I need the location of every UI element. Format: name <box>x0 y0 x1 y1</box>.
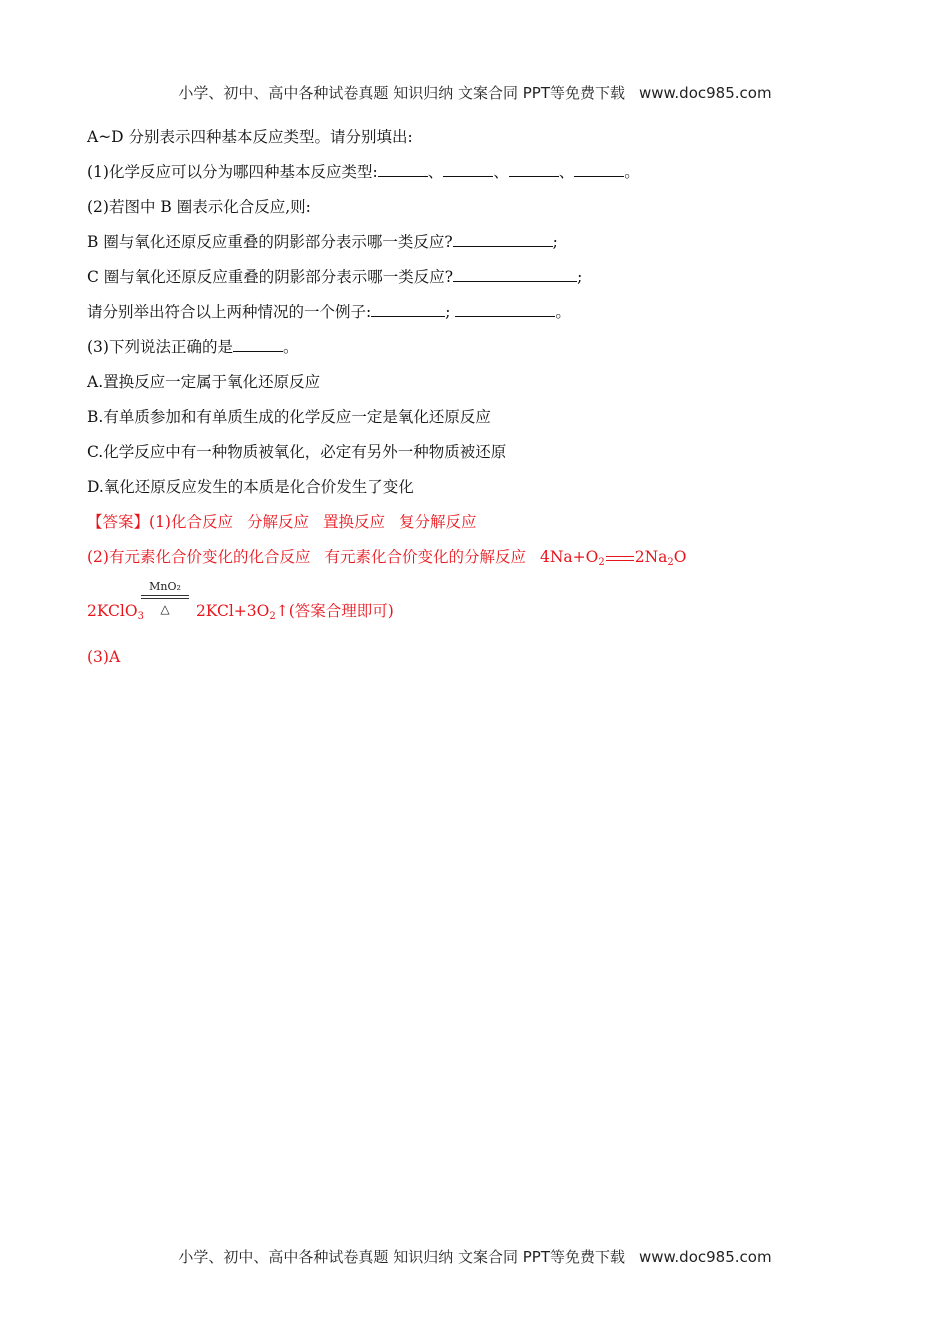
catalyst-label: MnO₂ <box>149 580 181 593</box>
answer-2: (2)有元素化合价变化的化合反应 有元素化合价变化的分解反应 $4Na+O_2$ $2Na_2O$ <box>87 548 687 568</box>
option-b: B.有单质参加和有单质生成的化学反应一定是氧化还原反应 <box>87 408 491 426</box>
answer-blank[interactable] <box>233 336 283 352</box>
answer-blank[interactable] <box>453 266 577 282</box>
answer-blank[interactable] <box>378 161 428 177</box>
option-d: D.氧化还原反应发生的本质是化合价发生了变化 <box>87 478 414 496</box>
question-intro: A~D 分别表示四种基本反应类型。请分别填出: <box>87 128 413 146</box>
question-2-c: C 圈与氧化还原反应重叠的阴影部分表示哪一类反应? ; <box>87 268 583 286</box>
equation-sodium: $4Na+O_2$ $2Na_2O$ <box>539 548 687 568</box>
answer-3: (3)A <box>87 648 121 666</box>
header-text: 小学、初中、高中各种试卷真题 知识归纳 文案合同 PPT等免费下载 <box>178 84 625 102</box>
page-header-top <box>0 82 950 103</box>
option-c: C.化学反应中有一种物质被氧化，必定有另外一种物质被还原 <box>87 443 507 461</box>
footer-url[interactable]: www.doc985.com <box>638 1248 772 1266</box>
answer-blank[interactable] <box>371 301 445 317</box>
page-header-bottom <box>0 1246 950 1267</box>
equals-arrow <box>141 595 189 599</box>
question-2: (2)若图中 B 圈表示化合反应,则: <box>87 198 311 216</box>
answer-1: 【答案】(1)化合反应 分解反应 置换反应 复分解反应 <box>87 513 477 531</box>
equals-arrow <box>606 556 634 561</box>
question-2-b: B 圈与氧化还原反应重叠的阴影部分表示哪一类反应? ; <box>87 233 558 251</box>
answer-label: 【答案】 <box>87 513 150 531</box>
footer-text: 小学、初中、高中各种试卷真题 知识归纳 文案合同 PPT等免费下载 <box>178 1248 625 1266</box>
answer-blank[interactable] <box>509 161 559 177</box>
answer-blank[interactable] <box>455 301 555 317</box>
equation-potassium-chlorate: 2KClO$_3$ $2KCl+3O_2↑$(答案合理即可) <box>87 602 394 622</box>
header-url[interactable]: www.doc985.com <box>638 84 772 102</box>
answer-blank[interactable] <box>453 231 553 247</box>
question-3: (3)下列说法正确的是 。 <box>87 338 299 356</box>
option-a: A.置换反应一定属于氧化还原反应 <box>87 373 321 391</box>
answer-blank[interactable] <box>443 161 493 177</box>
question-1: (1)化学反应可以分为哪四种基本反应类型: 、 、 、 。 <box>87 163 640 181</box>
heat-symbol: △ <box>160 602 170 616</box>
answer-blank[interactable] <box>574 161 624 177</box>
question-2-example: 请分别举出符合以上两种情况的一个例子: ; 。 <box>87 303 571 321</box>
